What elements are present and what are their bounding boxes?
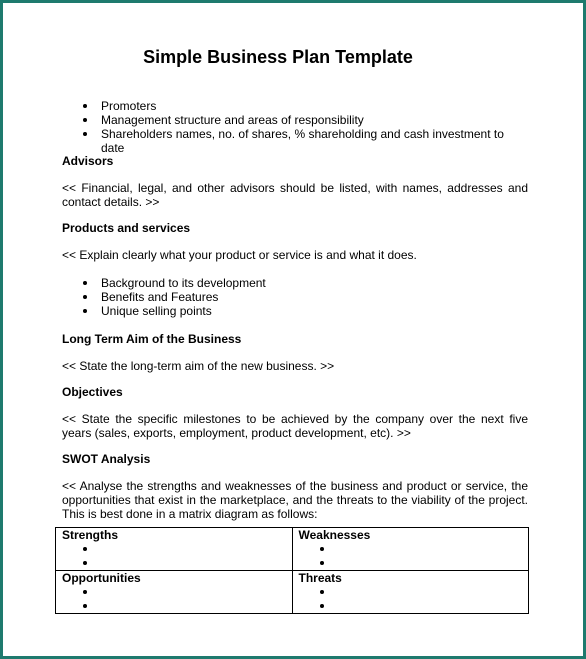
swot-label-strengths: Strengths: [62, 528, 119, 542]
list-item: Background to its development: [62, 276, 528, 290]
objectives-text: << State the specific milestones to be achieved by the company over the next five years (sales, exports, employment, product development, etc). >>: [62, 412, 528, 440]
list-item: [299, 542, 523, 556]
long-term-heading: Long Term Aim of the Business: [62, 332, 242, 346]
list-item: [62, 542, 286, 556]
swot-cell-opportunities: [56, 571, 293, 614]
list-item: Benefits and Features: [62, 290, 528, 304]
advisors-heading: Advisors: [62, 154, 114, 168]
list-item: Shareholders names, no. of shares, % shareholding and cash investment to date: [62, 127, 528, 155]
products-heading: Products and services: [62, 221, 191, 235]
swot-cell-strengths: [56, 528, 293, 571]
intro-bullet-list: [62, 99, 528, 155]
long-term-text: << State the long-term aim of the new business. >>: [62, 359, 335, 373]
swot-cell-weaknesses: [292, 528, 529, 571]
list-item: Unique selling points: [62, 304, 528, 318]
swot-label-weaknesses: Weaknesses: [298, 528, 371, 542]
swot-label-threats: Threats: [298, 571, 342, 585]
swot-text: << Analyse the strengths and weaknesses of the business and product or service, the opportunities that exist in the marketplace, and the threats to the viability of the project. This is best done in a matrix diagram as follows:: [62, 479, 528, 521]
document-title: Simple Business Plan Template: [143, 47, 413, 67]
list-item: [299, 585, 523, 599]
objectives-heading: Objectives: [62, 385, 123, 399]
list-item: [62, 599, 286, 613]
products-bullet-list: [62, 276, 528, 318]
list-item: [299, 556, 523, 570]
swot-heading: SWOT Analysis: [62, 452, 151, 466]
swot-matrix: [55, 527, 529, 614]
swot-cell-threats: [292, 571, 529, 614]
swot-label-opportunities: Opportunities: [62, 571, 141, 585]
list-item: [62, 585, 286, 599]
list-item: [299, 599, 523, 613]
advisors-text: << Financial, legal, and other advisors should be listed, with names, addresses and contact details. >>: [62, 181, 528, 209]
list-item: Management structure and areas of responsibility: [62, 113, 528, 127]
list-item: [62, 556, 286, 570]
list-item: Promoters: [62, 99, 528, 113]
products-text: << Explain clearly what your product or service is and what it does.: [62, 248, 417, 262]
